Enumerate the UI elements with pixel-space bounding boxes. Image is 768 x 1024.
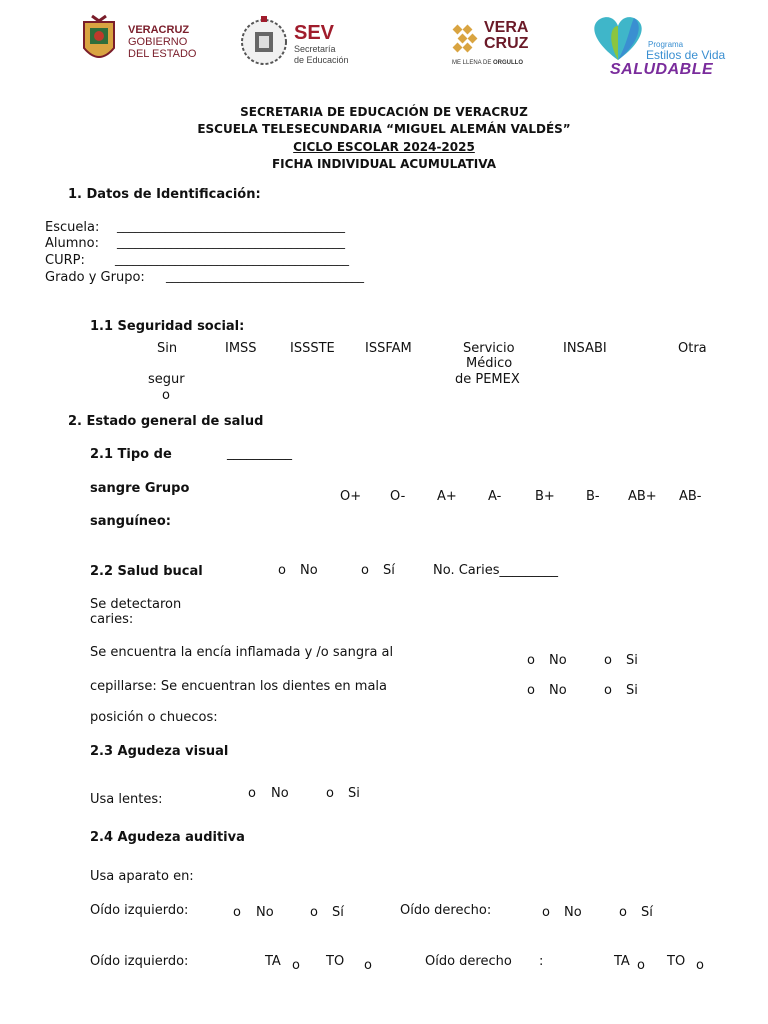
- field-alumno-label: Alumno:: [45, 236, 99, 251]
- dientes-si-bullet[interactable]: o: [604, 683, 612, 698]
- field-escuela-blank[interactable]: ______________________________________: [117, 219, 345, 233]
- logo-programa-saludable: [588, 12, 728, 80]
- dientes-question: cepillarse: Se encuentran los dientes en mala: [90, 679, 388, 694]
- oido-der-no-bullet[interactable]: o: [542, 905, 550, 920]
- brand-tagline-a: ME LLENA DE: [452, 60, 494, 66]
- blood-type-option[interactable]: O+: [340, 489, 362, 504]
- lentes-si-label: Si: [348, 786, 360, 801]
- oido-izq2-label: Oído izquierdo:: [90, 954, 189, 969]
- seguridad-pemex-c: de PEMEX: [455, 372, 520, 387]
- coat-of-arms-icon: [78, 14, 120, 68]
- oido-der2-colon: :: [539, 954, 544, 969]
- seguridad-seguro-b: o: [162, 388, 170, 403]
- oido-izq-si-bullet[interactable]: o: [310, 905, 318, 920]
- posicion-question: posición o chuecos:: [90, 710, 218, 725]
- leaf-heart-icon: [588, 12, 648, 62]
- blood-type-option[interactable]: B+: [535, 489, 555, 504]
- caries-count-field[interactable]: No. Caries_________: [433, 563, 558, 578]
- der-ta-label: TA: [614, 954, 630, 969]
- blood-type-option[interactable]: O-: [390, 489, 406, 504]
- logo-sev: [240, 14, 365, 70]
- blood-type-option[interactable]: A+: [437, 489, 457, 504]
- der-to-bullet[interactable]: o: [696, 958, 704, 973]
- seguridad-issfam: ISSFAM: [365, 341, 412, 356]
- logo-veracruz-brand: [452, 20, 542, 72]
- izq-to-label: TO: [326, 954, 345, 969]
- field-curp-blank[interactable]: _______________________________________: [115, 252, 349, 266]
- field-curp-label: CURP:: [45, 253, 85, 268]
- blood-type-option[interactable]: B-: [586, 489, 600, 504]
- seguridad-otra: Otra: [678, 341, 707, 356]
- seguridad-title: 1.1 Seguridad social:: [90, 319, 245, 334]
- lentes-label: Usa lentes:: [90, 792, 163, 807]
- encia-no-bullet[interactable]: o: [527, 653, 535, 668]
- field-alumno-blank[interactable]: ______________________________________: [117, 235, 345, 249]
- detectaron-a: Se detectaron: [90, 597, 182, 612]
- izq-ta-bullet[interactable]: o: [292, 958, 300, 973]
- section2-title: 2. Estado general de salud: [68, 414, 264, 429]
- sev-acronym: SEV: [294, 22, 335, 44]
- header-line3: CICLO ESCOLAR 2024-2025: [293, 140, 475, 154]
- seguridad-imss: IMSS: [225, 341, 257, 356]
- tipo-sangre-blank[interactable]: __________: [227, 446, 292, 461]
- lentes-no-label: No: [271, 786, 289, 801]
- oido-izq-no-label: No: [256, 905, 274, 920]
- aparato-label: Usa aparato en:: [90, 869, 194, 884]
- dientes-si-label: Si: [626, 683, 638, 698]
- blood-type-option[interactable]: AB-: [679, 489, 702, 504]
- brand-tagline-b: ORGULLO: [493, 60, 524, 66]
- seguridad-seguro-a: segur: [148, 372, 185, 387]
- auditiva-title: 2.4 Agudeza auditiva: [90, 830, 245, 845]
- der-to-label: TO: [667, 954, 686, 969]
- logo-text-line: VERACRUZ: [128, 24, 190, 36]
- dientes-no-label: No: [549, 683, 567, 698]
- tipo-sangre-title-c: sanguíneo:: [90, 514, 171, 529]
- knot-pattern-icon: [452, 24, 480, 54]
- oido-izq-si-label: Sí: [332, 905, 344, 920]
- seguridad-pemex-b: Médico: [466, 356, 513, 371]
- tipo-sangre-title-b: sangre Grupo: [90, 481, 190, 496]
- header-line4: FICHA INDIVIDUAL ACUMULATIVA: [271, 157, 497, 171]
- blood-type-option[interactable]: A-: [488, 489, 502, 504]
- logo-text-line: DEL ESTADO: [128, 48, 197, 60]
- field-grado-label: Grado y Grupo:: [45, 270, 145, 285]
- lentes-no-bullet[interactable]: o: [248, 786, 256, 801]
- header-line1: SECRETARIA DE EDUCACIÓN DE VERACRUZ: [240, 105, 528, 119]
- izq-ta-label: TA: [265, 954, 281, 969]
- bucal-si-label: Sí: [383, 563, 395, 578]
- programa-line1: Programa: [648, 40, 684, 49]
- seguridad-pemex-a: Servicio: [463, 341, 515, 356]
- brand-line1: VERA: [484, 19, 529, 36]
- logo-veracruz-gobierno: [78, 14, 203, 70]
- encia-si-label: Si: [626, 653, 638, 668]
- field-escuela-label: Escuela:: [45, 220, 100, 235]
- oido-izq-label: Oído izquierdo:: [90, 903, 189, 918]
- oido-der-si-bullet[interactable]: o: [619, 905, 627, 920]
- dientes-no-bullet[interactable]: o: [527, 683, 535, 698]
- sev-seal-icon: [240, 14, 288, 68]
- detectaron-b: caries:: [90, 612, 134, 627]
- bucal-no-label: No: [300, 563, 318, 578]
- field-grado-blank[interactable]: _________________________________: [166, 269, 364, 283]
- oido-der-no-label: No: [564, 905, 582, 920]
- programa-line3: SALUDABLE: [610, 61, 714, 78]
- section1-title: 1. Datos de Identificación:: [68, 187, 261, 202]
- lentes-si-bullet[interactable]: o: [326, 786, 334, 801]
- oido-izq-no-bullet[interactable]: o: [233, 905, 241, 920]
- sev-line1: Secretaría: [294, 44, 336, 54]
- programa-line2: Estilos de Vida: [646, 48, 726, 62]
- salud-bucal-title: 2.2 Salud bucal: [90, 564, 203, 579]
- sev-line2: de Educación: [294, 55, 349, 65]
- brand-line2: CRUZ: [484, 35, 529, 52]
- encia-question: Se encuentra la encía inflamada y /o sangra al: [90, 645, 394, 660]
- encia-no-label: No: [549, 653, 567, 668]
- oido-der2-label: Oído derecho: [425, 954, 512, 969]
- logo-text-line: GOBIERNO: [128, 36, 188, 48]
- bucal-si-bullet[interactable]: o: [361, 563, 369, 578]
- oido-der-si-label: Sí: [641, 905, 653, 920]
- encia-si-bullet[interactable]: o: [604, 653, 612, 668]
- seguridad-issste: ISSSTE: [290, 341, 335, 356]
- header-line2: ESCUELA TELESECUNDARIA “MIGUEL ALEMÁN VALDÉS”: [197, 122, 571, 136]
- bucal-no-bullet[interactable]: o: [278, 563, 286, 578]
- blood-type-option[interactable]: AB+: [628, 489, 657, 504]
- visual-title: 2.3 Agudeza visual: [90, 744, 229, 759]
- seguridad-insabi: INSABI: [563, 341, 607, 356]
- izq-to-bullet[interactable]: o: [364, 958, 372, 973]
- der-ta-bullet[interactable]: o: [637, 958, 645, 973]
- oido-der-label: Oído derecho:: [400, 903, 492, 918]
- seguridad-sin: Sin: [157, 341, 178, 356]
- tipo-sangre-title-a: 2.1 Tipo de: [90, 447, 172, 462]
